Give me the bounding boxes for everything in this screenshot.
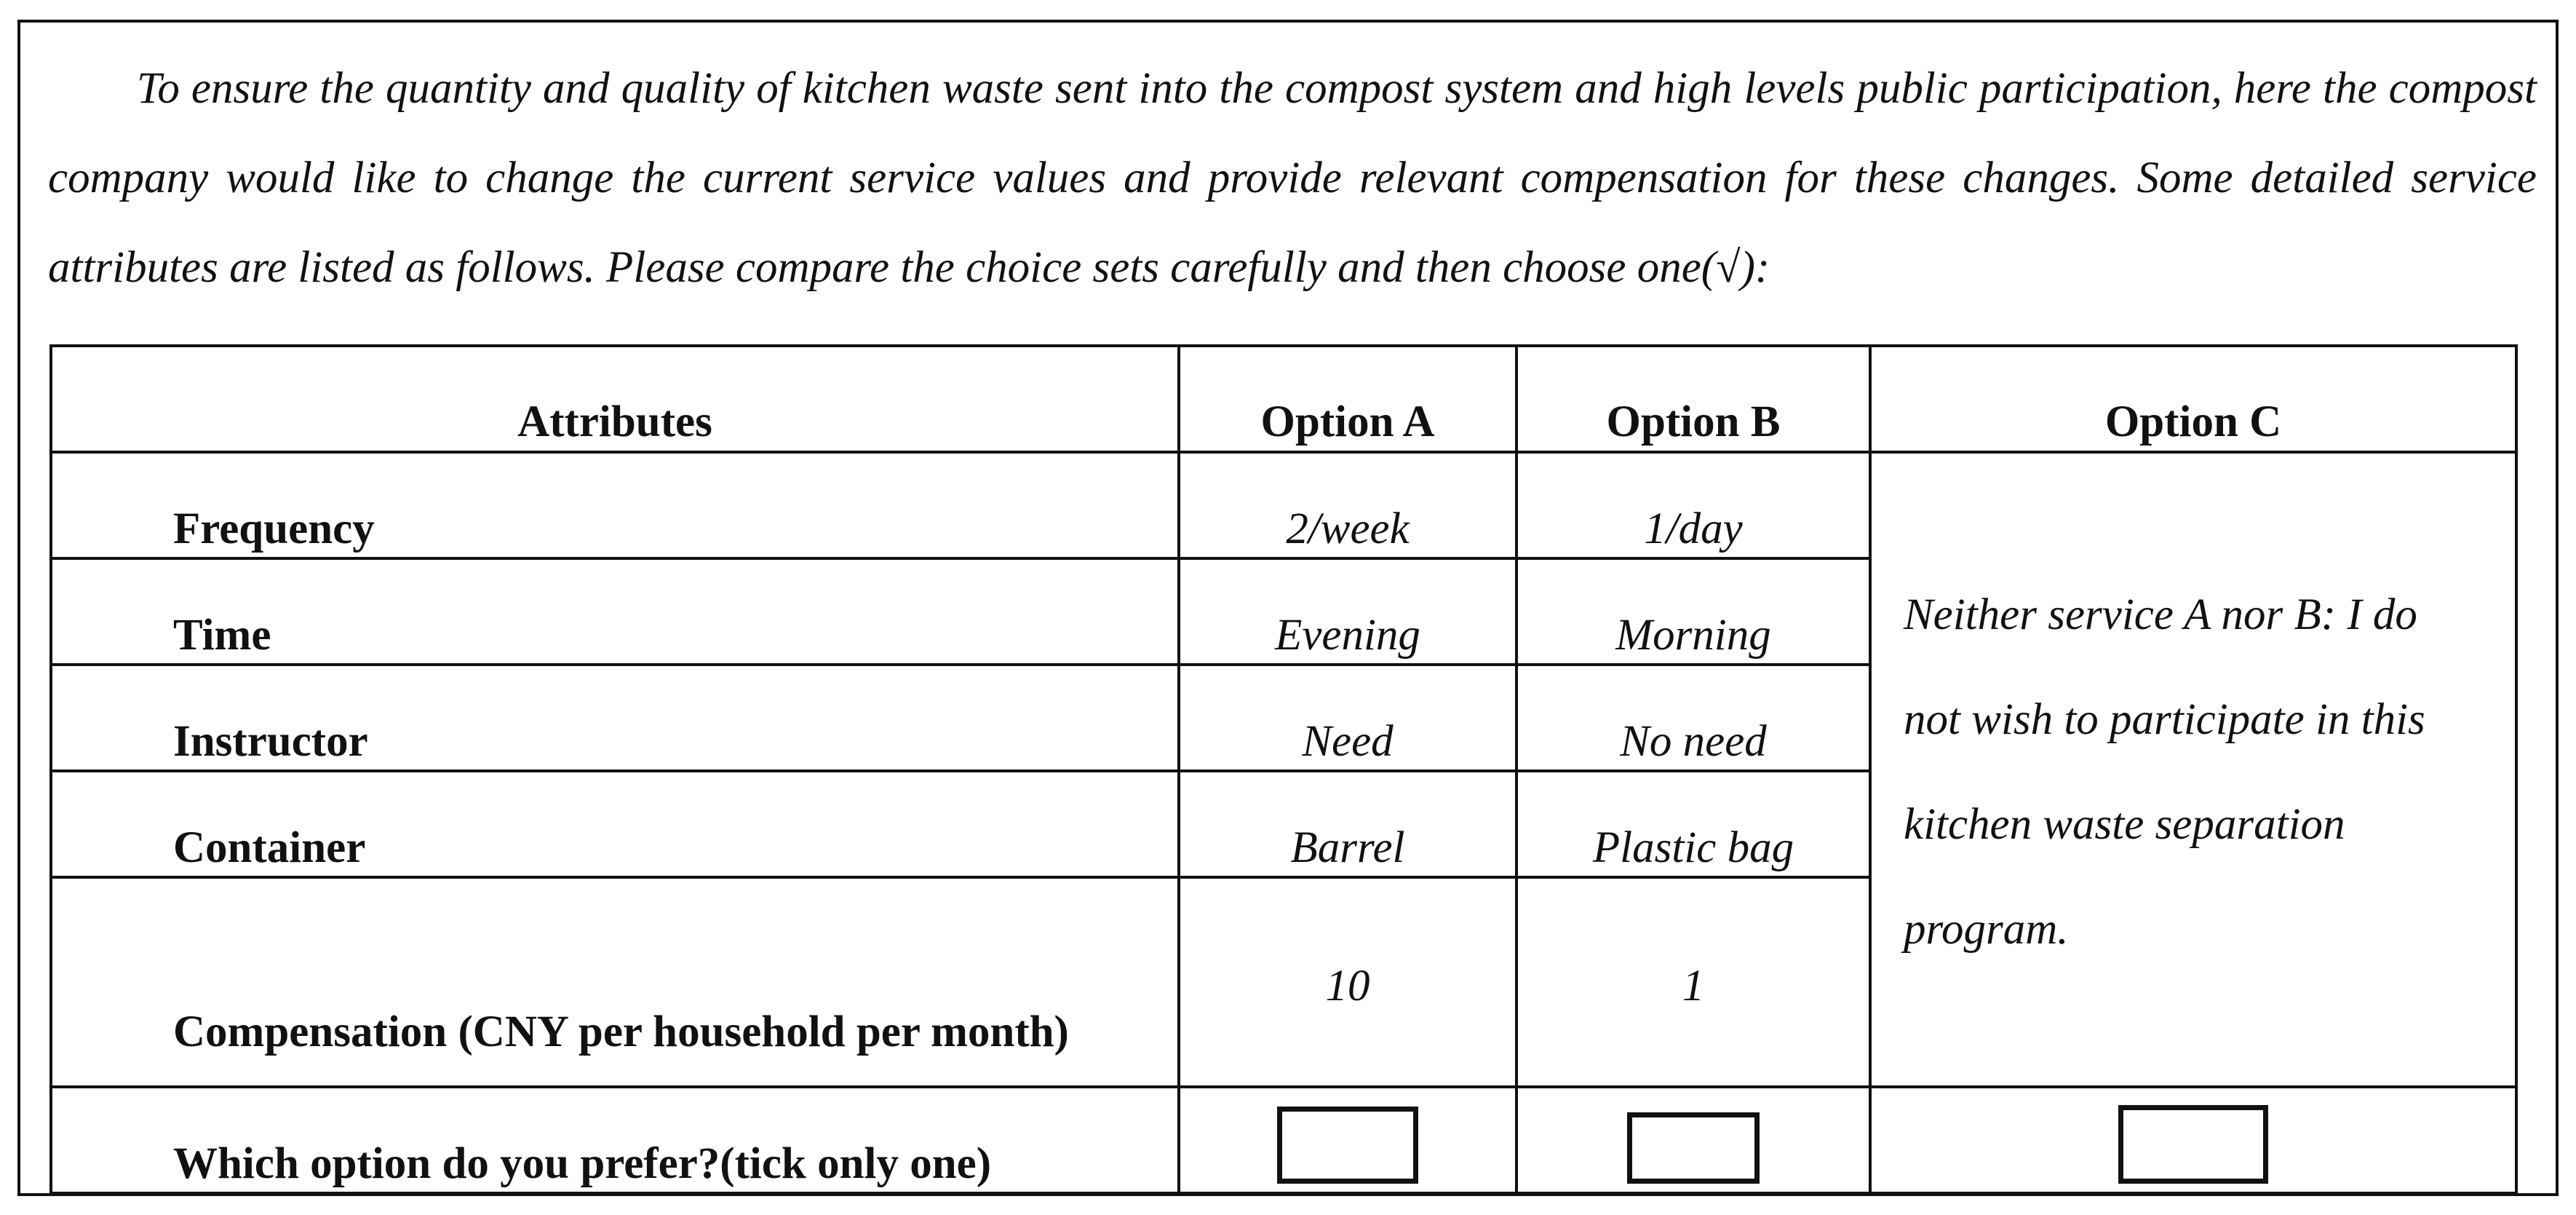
table-row-preference xyxy=(51,1087,2516,1193)
header-option-c: Option C xyxy=(1870,346,2516,452)
attribute-label: Time xyxy=(173,611,271,660)
table-header-row xyxy=(51,346,2516,452)
option-b-checkbox[interactable] xyxy=(1627,1112,1760,1184)
attribute-label: Frequency xyxy=(173,504,375,553)
option-a-value: 10 xyxy=(1179,877,1516,1087)
option-c-description: Neither service A nor B: I do not wish to participate in this kitchen waste separation program. xyxy=(1870,452,2516,1087)
attribute-cell xyxy=(51,665,1179,771)
attribute-cell xyxy=(51,558,1179,665)
option-c-checkbox[interactable] xyxy=(2118,1105,2268,1184)
attribute-cell xyxy=(51,877,1179,1087)
header-attributes: Attributes xyxy=(51,346,1179,452)
option-a-value: 2/week xyxy=(1179,452,1516,558)
preference-prompt-cell xyxy=(51,1087,1179,1193)
attribute-cell xyxy=(51,771,1179,877)
option-a-tick-cell xyxy=(1179,1087,1516,1193)
option-b-value: 1 xyxy=(1516,877,1870,1087)
option-c-tick-cell xyxy=(1870,1087,2516,1193)
option-a-value: Barrel xyxy=(1179,771,1516,877)
option-b-value: 1/day xyxy=(1516,452,1870,558)
option-b-value: No need xyxy=(1516,665,1870,771)
option-a-checkbox[interactable] xyxy=(1277,1107,1418,1184)
attribute-label: Instructor xyxy=(173,717,368,766)
choice-set-table xyxy=(49,344,2518,1195)
preference-prompt: Which option do you prefer?(tick only one) xyxy=(173,1139,992,1188)
attribute-cell xyxy=(51,452,1179,558)
option-a-value: Need xyxy=(1179,665,1516,771)
attribute-label: Compensation (CNY per household per month) xyxy=(173,1008,1069,1056)
intro-paragraph: To ensure the quantity and quality of kitchen waste sent into the compost system and high levels public participation, here the compost company would like to change the current service values and provide relevant compensation for these changes. Some detailed service attributes are listed as follows. Please compare the choice sets carefully and then choose one(√): xyxy=(48,64,2537,292)
header-option-b: Option B xyxy=(1516,346,1870,452)
attribute-label: Container xyxy=(173,823,366,872)
option-b-value: Plastic bag xyxy=(1516,771,1870,877)
option-b-value: Morning xyxy=(1516,558,1870,665)
table-row-frequency xyxy=(51,452,2516,558)
option-a-value: Evening xyxy=(1179,558,1516,665)
option-b-tick-cell xyxy=(1516,1087,1870,1193)
header-option-a: Option A xyxy=(1179,346,1516,452)
